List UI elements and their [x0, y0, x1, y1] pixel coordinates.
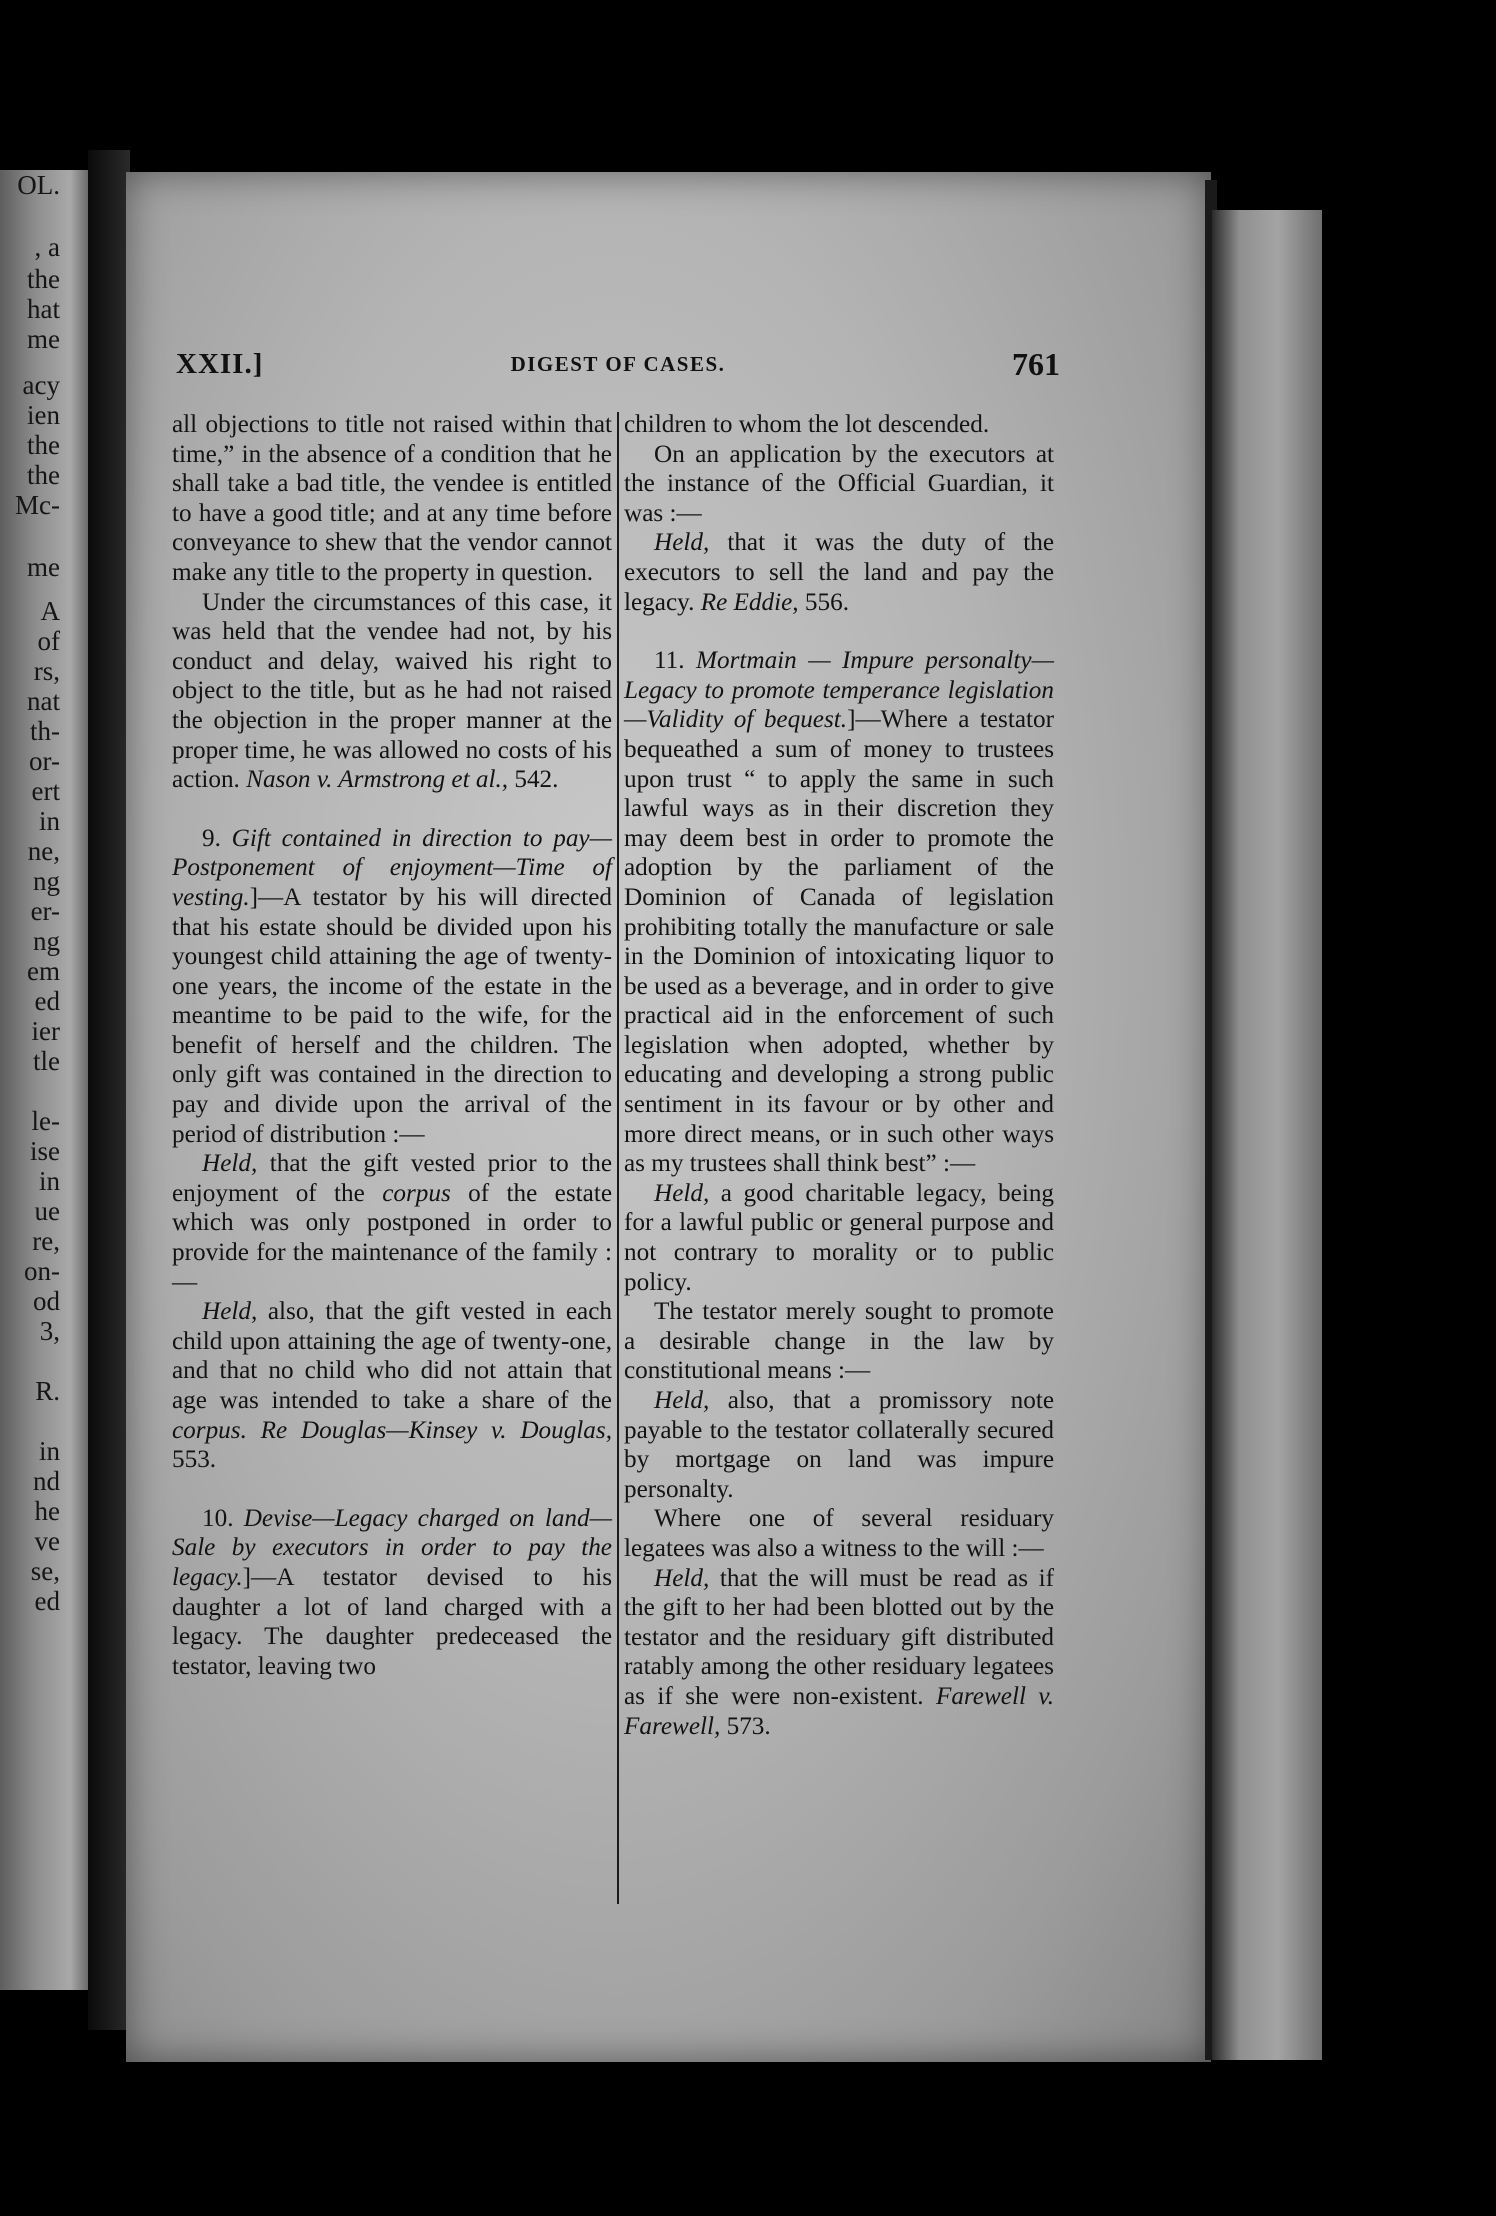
holding: Held, a good charitable legacy, being for a lawful public or general purpose and not contrary to morality or to public policy. — [624, 1179, 1055, 1296]
fragment-text: me — [27, 324, 60, 354]
page-reference: 573. — [726, 1712, 771, 1740]
running-head — [176, 348, 1060, 388]
held-label: Held, — [202, 1298, 258, 1326]
fragment-text: acy — [22, 370, 60, 400]
right-column — [624, 410, 1054, 1741]
fragment-text: hat — [27, 294, 60, 324]
page-reference: 556. — [804, 588, 849, 616]
fragment-text: me — [27, 552, 60, 582]
fragment-text: ve — [34, 1526, 60, 1556]
fragment-text: of — [37, 626, 60, 656]
facing-page-fragment — [0, 170, 88, 1990]
holding: Held, that the gift vested prior to the enjoyment of the corpus of the estate which was only postponed in order to provide for the maintenance of the family :— — [172, 1150, 613, 1296]
fragment-text: ed — [34, 1586, 60, 1616]
digest-entry-11: 11. Mortmain — Impure personalty—Legacy to promote temperance legislation—Validity of bequest.]—Where a testator bequeathed a sum of money to trustees upon trust “ to apply the same in such lawful ways as in their discretion they may deem best in order to promote the adoption by the parliament of the Dominion of Canada of legislation prohibiting totally the manufacture or sale in the Dominion of intoxicating liquor to be used as a beverage, and in order to give practical aid in the enforcement of such legislation when adopted, whether by educating and developing a strong public sentiment in its favour or by other and more direct means, or in such other ways as my trustees shall think best” :— — [624, 647, 1054, 1178]
fragment-text: OL. — [17, 170, 60, 200]
holding: Held, also, that a promissory note payable to the testator collaterally secured by mortgage on land was impure personalty. — [624, 1387, 1055, 1503]
fragment-text: re, — [32, 1226, 60, 1256]
fragment-text: nd — [33, 1466, 60, 1496]
fragment-text: se, — [30, 1556, 60, 1586]
paragraph: The testator merely sought to promote a desirable change in the law by constitutional means :— — [624, 1298, 1054, 1385]
next-page-edge — [1212, 210, 1322, 2060]
held-label: Held, — [654, 1564, 710, 1592]
entry-heading: Mortmain — Impure personalty—Legacy to promote temperance legislation—Validity of bequest. — [624, 647, 1054, 734]
column-divider — [617, 412, 619, 1904]
held-label: Held, — [654, 1387, 710, 1414]
fragment-text: the — [27, 430, 60, 460]
fragment-text: ng — [33, 866, 60, 896]
fragment-text: ien — [27, 400, 60, 430]
fragment-text: od — [33, 1286, 60, 1316]
holding: Held, that it was the duty of the executors to sell the land and pay the legacy. Re Eddie, 556. — [624, 529, 1054, 616]
page-number: 761 — [1012, 346, 1060, 382]
page-reference: 553. — [172, 1446, 217, 1474]
fragment-text: on- — [24, 1256, 60, 1286]
fragment-text: , a — [34, 232, 60, 262]
case-citation: Farewell v. Farewell, — [624, 1682, 1055, 1740]
fragment-text: the — [27, 264, 60, 294]
fragment-text: the — [27, 460, 60, 490]
fragment-text: A — [40, 596, 60, 626]
case-citation: Re Douglas—Kinsey v. Douglas, — [260, 1416, 612, 1444]
case-citation: Re Eddie, — [700, 588, 799, 616]
running-title: DIGEST OF CASES. — [510, 352, 726, 376]
fragment-text: ed — [34, 986, 60, 1016]
volume-marker: XXII.] — [176, 348, 264, 380]
paragraph: children to whom the lot descended. — [624, 411, 990, 438]
fragment-text: th- — [30, 716, 60, 746]
paragraph: all objections to title not raised within that time,” in the absence of a condition that he shall take a bad title, the vendee is entitled to have a good title; and at any time before conveyance to shew that the vendor cannot make any title to the property in question. — [172, 411, 612, 586]
case-citation: Nason v. Armstrong et al., — [246, 766, 509, 794]
fragment-text: he — [34, 1496, 60, 1526]
fragment-text: R. — [35, 1376, 60, 1406]
fragment-text: er- — [30, 896, 60, 926]
fragment-text: nat — [27, 686, 60, 716]
fragment-text: 3, — [39, 1316, 60, 1346]
fragment-text: ng — [33, 926, 60, 956]
fragment-text: le- — [31, 1106, 60, 1136]
digest-entry-9: 9. Gift contained in direction to pay—Postponement of enjoyment—Time of vesting.]—A testator by his will directed that his estate should be divided upon his youngest child attaining the age of twenty-one years, the income of the estate in the meantime to be paid to the wife, for the benefit of herself and the children. The only gift was contained in the direction to pay and divide upon the arrival of the period of distribution :— — [172, 824, 612, 1148]
fragment-text: ier — [31, 1016, 60, 1046]
fragment-text: in — [38, 1166, 60, 1196]
held-label: Held, — [654, 529, 710, 557]
fragment-text: em — [27, 956, 60, 986]
fragment-text: ne, — [27, 836, 60, 866]
entry-heading: Gift contained in direction to pay—Postponement of enjoyment—Time of vesting. — [172, 824, 612, 911]
entry-number: 9. — [202, 824, 221, 852]
fragment-text: rs, — [33, 656, 60, 686]
fragment-text: Mc- — [15, 490, 60, 520]
entry-number: 11. — [654, 647, 685, 675]
entry-heading: Devise—Legacy charged on land—Sale by executors in order to pay the legacy. — [172, 1504, 613, 1591]
fragment-text: ue — [34, 1196, 60, 1226]
paragraph: Where one of several residuary legatees was also a witness to the will :— — [624, 1505, 1054, 1562]
fragment-text: ert — [31, 776, 60, 806]
holding: Held, also, that the gift vested in each child upon attaining the age of twenty-one, and that no child who did not attain that age was intended to take a share of the corpus. Re Douglas—Kinsey v. Douglas, 553. — [172, 1298, 612, 1474]
holding: Held, that the will must be read as if the gift to her had been blotted out by the testator and the residuary gift distributed ratably among the other residuary legatees as if she were non-existent. Farewell v. Farewell, 573. — [624, 1564, 1055, 1740]
entry-number: 10. — [202, 1504, 234, 1532]
fragment-text: ise — [30, 1136, 60, 1166]
held-label: Held, — [202, 1150, 258, 1178]
page-reference: 542. — [514, 766, 559, 794]
left-column — [172, 410, 612, 1681]
paragraph: On an application by the executors at the instance of the Official Guardian, it was :— — [624, 440, 1054, 527]
digest-entry-10: 10. Devise—Legacy charged on land—Sale by executors in order to pay the legacy.]—A testator devised to his daughter a lot of land charged with a legacy. The daughter predeceased the testator, leaving two — [172, 1504, 613, 1680]
fragment-text: in — [38, 1436, 60, 1466]
held-label: Held, — [654, 1179, 710, 1207]
fragment-text: in — [38, 806, 60, 836]
fragment-text: tle — [33, 1046, 60, 1076]
paragraph: Under the circumstances of this case, it was held that the vendee had not, by his conduct and delay, waived his right to object to the title, but as he had not raised the objection in the proper manner at the proper time, he was allowed no costs of his action. Nason v. Armstrong et al., 542. — [172, 588, 612, 794]
gutter-shadow — [88, 150, 130, 2030]
fragment-text: or- — [29, 746, 60, 776]
